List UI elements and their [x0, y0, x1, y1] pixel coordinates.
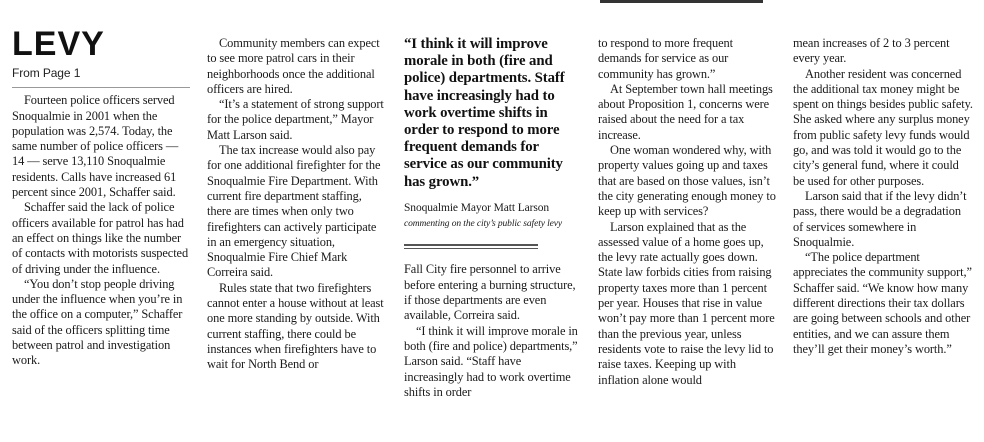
paragraph: At September town hall meetings about Proposition 1, concerns were raised about the need for a tax increase. — [598, 81, 773, 142]
paragraph: “It’s a statement of strong support for the police department,” Mayor Matt Larson said. — [207, 97, 384, 142]
jump-line: From Page 1 — [12, 66, 81, 80]
column-4 — [598, 36, 778, 388]
pull-quote: “I think it will improve morale in both (fire and police) departments. Staff have increasingly had to work overtime shifts in order to respond to more frequent demands for service as our community has grown.” — [404, 36, 565, 190]
top-rule — [600, 0, 763, 3]
paragraph: Fall City fire personnel to arrive before entering a burning structure, if those departments are even available, Correira said. — [404, 262, 576, 323]
pull-quote-attribution: Snoqualmie Mayor Matt Larson — [404, 201, 550, 214]
paragraph: Schaffer said the lack of police officers available for patrol has had an effect on things like the number of contacts with motorists suspected of driving under the influence. — [12, 200, 189, 276]
paragraph: “The police department appreciates the community support,” Schaffer said. “We know how many different directions their tax dollars are going between schools and other entities, and we can assure them they’ll get their money’s worth.” — [793, 250, 972, 356]
paragraph: Rules state that two firefighters cannot enter a house without at least one more standing by outside. With current staffing, there could be instances when firefighters have to wait for North Bend or — [207, 280, 384, 372]
paragraph: The tax increase would also pay for one additional firefighter for the Snoqualmie Fire Department. With current fire department staffing, there are times when only two firefighters can actively participate in an emergency situation, Snoqualmie Fire Chief Mark Correira said. — [207, 143, 381, 280]
divider — [12, 87, 190, 88]
paragraph: Fourteen police officers served Snoqualmie in 2001 when the population was 2,574. Today, the same number of police officers — 14 — serve 13,110 Snoqualmie residents. Calls have increased 61 percent since 2001, Schaffer said. — [12, 93, 179, 200]
paragraph: Community members can expect to see more patrol cars in their neighborhoods once the additional officers are hired. — [207, 36, 380, 96]
paragraph: “You don’t stop people driving under the influence when you’re in the office on a computer,” Schaffer said of the officers splitting time between patrol and investigation work. — [12, 276, 183, 368]
paragraph: Larson said that if the levy didn’t pass, there would be a degradation of services somewhere in Snoqualmie. — [793, 188, 967, 249]
headline: LEVY — [12, 25, 105, 63]
column-3 — [404, 36, 582, 400]
paragraph: Another resident was concerned the additional tax money might be spent on things besides public safety. She asked where any surplus money from public safety levy funds would go, and was told it would go to the city’s general fund, where it could be used for other purposes. — [793, 66, 973, 188]
pull-quote-role: commenting on the city’s public safety levy — [404, 219, 563, 230]
column-1 — [12, 0, 190, 369]
paragraph: mean increases of 2 to 3 percent every year. — [793, 36, 950, 66]
column-2 — [207, 36, 387, 373]
column-5 — [793, 36, 973, 357]
paragraph: to respond to more frequent demands for service as our community has grown.” — [598, 36, 733, 81]
paragraph: Larson explained that as the assessed value of a home goes up, the levy rate actually goes down. State law forbids cities from raising property taxes more than 1 percent per year. Houses that rise in value won’t pay more than 1 percent more than the previous year, unless residents vote to raise the levy lid to raise taxes. Keeping up with inflation alone would — [598, 219, 775, 387]
paragraph: One woman wondered why, with property values going up and taxes that are based on those values, isn’t the city generating enough money to keep up with services? — [598, 143, 776, 219]
paragraph: “I think it will improve morale in both (fire and police) departments,” Larson said. “Staff have increasingly had to work overtime shifts in order — [404, 323, 578, 399]
